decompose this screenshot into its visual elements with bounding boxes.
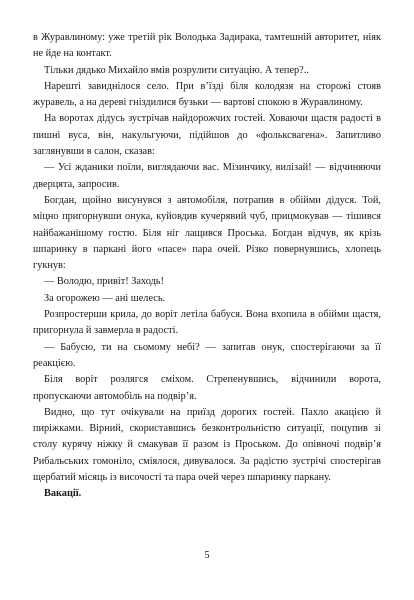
paragraph-5: — Усі жданики поїли, виглядаючи вас. Мізинчику, вилізай! — відчиняючи дверцята, запросив. <box>33 162 381 190</box>
page-number: 5 <box>204 550 210 561</box>
paragraph-11: Біля воріт розлягся сміхом. Стрепенувшись, відчинили ворота, пропускаючи автомобіль на подвір’я. <box>33 374 381 402</box>
body-text <box>33 30 381 503</box>
paragraph-6: Богдан, щойно висунувся з автомобіля, потрапив в обійми дідуся. Той, міцно пригорнувши онука, куйовдив кучерявий чуб, прицмокував — тішився найбажанішому гостю. Біля ніг лащився Проська. Богдан відчув, як крізь шпаринку в паркані його «пасе» пара очей. Різко повернувшись, хлопець гукнув: <box>33 194 381 272</box>
paragraph-1: в Журавлиному: уже третій рік Володька Задирака, тамтешній авторитет, ніяк не йде на контакт. <box>33 32 381 60</box>
paragraph-3: Нарешті завиднілося село. При в’їзді біля колодязя на сторожі стояв журавель, а на дереві гніздилися бузьки — вартові спокою в Журавлиному. <box>33 80 381 109</box>
closing-word: Вакації. <box>44 488 82 500</box>
paragraph-7: — Володю, привіт! Заходь! <box>44 276 164 288</box>
paragraph-4: На воротах дідусь зустрічав найдорожчих гостей. Ховаючи щастя радості в пишні вуса, він, накульгуючи, підійшов до «фольксвагена». Запитливо заглянувши в салон, сказав: <box>33 113 381 158</box>
paragraph-9: Розпростерши крила, до воріт летіла бабуся. Вона вхопила в обійми щастя, пригорнула й завмерла в радості. <box>33 309 381 337</box>
paragraph-2: Тільки дядько Михайло вмів розрулити ситуацію. А тепер?.. <box>44 64 309 76</box>
paragraph-8: За огорожею — ані шелесь. <box>44 292 166 304</box>
paragraph-12: Видно, що тут очікували на приїзд дорогих гостей. Пахло акацією й пиріжками. Вірний, скориставшись безконтрольністю ситуації, поцупив зі столу курячу ніжку й смакував її разом із Проськом. До опівночі подвір’я Рибальських гомоніло, сміялося, дивувалося. За радістю зустрічі спостерігав щербатий місяць із височості та пара очей через шпаринку паркану. <box>33 406 381 484</box>
paragraph-10: — Бабусю, ти на сьомому небі? — запитав онук, спостерігаючи за її реакцією. <box>33 341 381 369</box>
